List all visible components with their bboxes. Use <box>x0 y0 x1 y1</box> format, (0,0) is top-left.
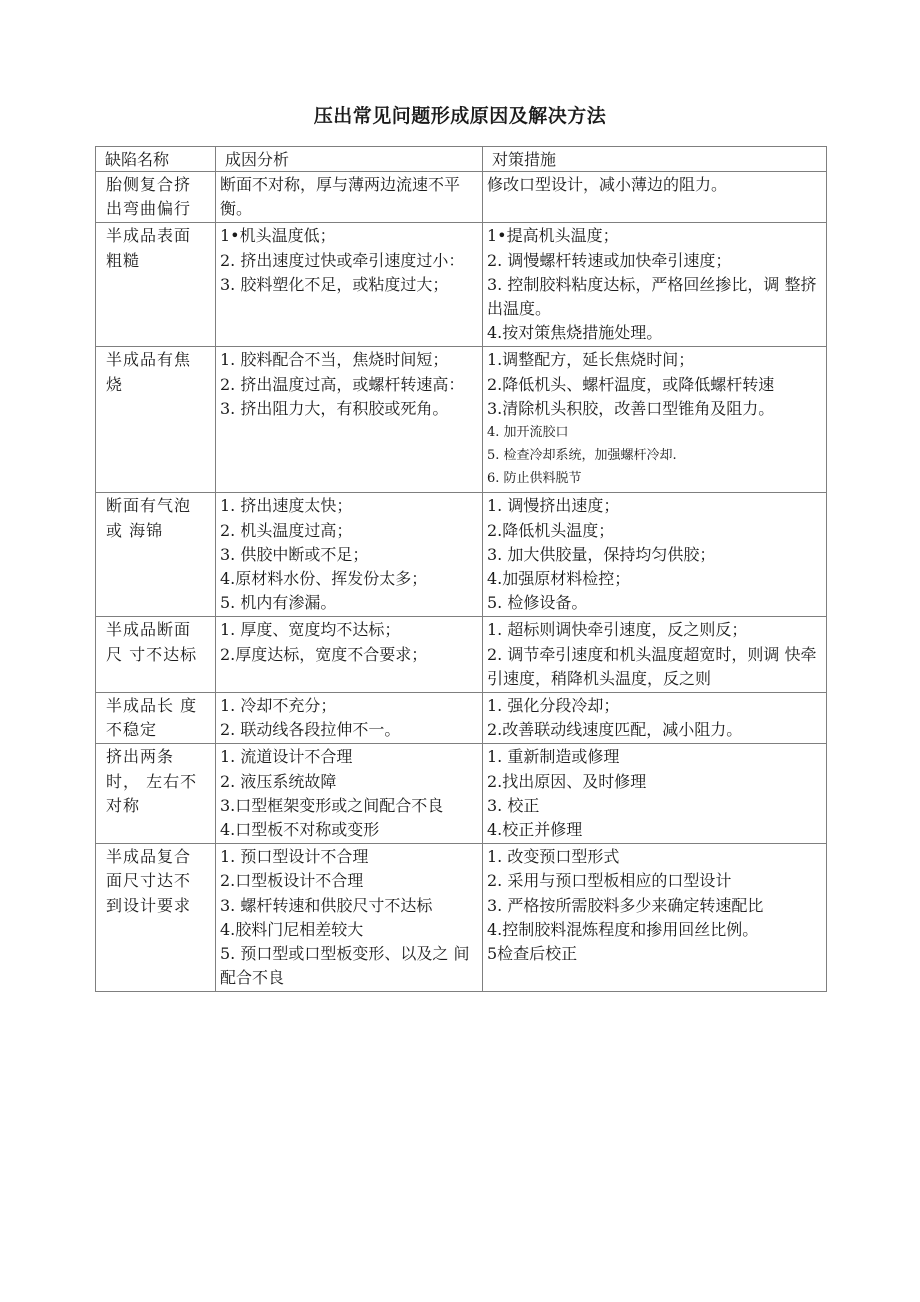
cause-line: 4.口型板不对称或变形 <box>220 820 380 840</box>
measure-cell <box>483 693 827 744</box>
cause-line: 2. 挤出速度过快或牵引速度过小： <box>220 250 465 270</box>
measure-line: 6. 防止供料脱节 <box>487 471 582 487</box>
cause-cell <box>216 172 483 223</box>
cause-line: 1. 流道设计不合理 <box>220 747 353 767</box>
measure-line: 3.清除机头积胶，改善口型锥角及阻力。 <box>487 398 775 418</box>
measure-cell <box>483 844 827 992</box>
cause-line: 3. 胶料塑化不足，或粘度过大； <box>220 274 449 294</box>
measure-line: 1.调整配方，延长焦烧时间； <box>487 350 695 370</box>
cause-line: 1. 预口型设计不合理 <box>220 847 369 867</box>
cause-line: 3. 螺杆转速和供胶尺寸不达标 <box>220 895 433 915</box>
table-row <box>96 617 827 693</box>
cause-line: 5. 预口型或口型板变形、以及之 间配合不良 <box>220 944 470 988</box>
measure-cell <box>483 347 827 493</box>
cause-line: 1. 冷却不充分； <box>220 696 337 716</box>
cause-cell <box>216 347 483 493</box>
cause-line: 4.原材料水份、挥发份太多； <box>220 569 428 589</box>
cause-line: 3. 挤出阻力大，有积胶或死角。 <box>220 398 449 418</box>
cause-line: 1. 胶料配合不当，焦烧时间短； <box>220 350 449 370</box>
cause-line: 2. 挤出温度过高，或螺杆转速高： <box>220 374 465 394</box>
measure-cell <box>483 744 827 844</box>
cause-line: 2. 机头温度过高； <box>220 520 353 540</box>
measure-line: 5. 检修设备。 <box>487 593 588 613</box>
cause-cell <box>216 223 483 347</box>
table-row <box>96 744 827 844</box>
cause-line: 1. 厚度、宽度均不达标； <box>220 620 401 640</box>
cause-line: 4.胶料门尼相差较大 <box>220 919 364 939</box>
measure-line: 1. 调慢挤出速度； <box>487 496 620 516</box>
measure-line: 修改口型设计，减小薄边的阻力。 <box>487 175 728 194</box>
measure-cell <box>483 172 827 223</box>
measure-line: 2. 采用与预口型板相应的口型设计 <box>487 871 732 891</box>
measure-line: 1. 超标则调快牵引速度，反之则反； <box>487 620 748 640</box>
cause-cell <box>216 744 483 844</box>
measure-line: 2. 调慢螺杆转速或加快牵引速度； <box>487 250 732 270</box>
cause-line: 断面不对称，厚与薄两边流速不平衡。 <box>220 175 461 219</box>
header-countermeasures: 对策措施 <box>483 147 827 172</box>
table-row <box>96 172 827 223</box>
header-defect-name: 缺陷名称 <box>96 147 216 172</box>
table-row <box>96 844 827 992</box>
measure-line: 3. 加大供胶量，保持均匀供胶； <box>487 544 716 564</box>
header-cause-analysis: 成因分析 <box>216 147 483 172</box>
cause-line: 3. 供胶中断或不足； <box>220 544 369 564</box>
header-row <box>96 147 827 172</box>
cause-cell <box>216 844 483 992</box>
defect-name-cell: 胎侧复合挤出弯曲偏行 <box>96 172 216 223</box>
document-title: 压出常见问题形成原因及解决方法 <box>313 105 607 127</box>
defect-name-cell: 半成品长 度不稳定 <box>96 693 216 744</box>
measure-line: 1. 改变预口型形式 <box>487 847 620 867</box>
measure-line: 2.降低机头温度； <box>487 520 615 540</box>
cause-line: 2.口型板设计不合理 <box>220 871 364 891</box>
measure-line: 1. 强化分段冷却； <box>487 696 620 716</box>
measure-line: 5. 检查冷却系统，加强螺杆冷却. <box>487 448 677 464</box>
defect-name-cell: 半成品断面尺 寸不达标 <box>96 617 216 693</box>
table-row <box>96 223 827 347</box>
measure-cell <box>483 223 827 347</box>
cause-cell <box>216 493 483 617</box>
defect-name-cell: 半成品复合面尺寸达不到设计要求 <box>96 844 216 992</box>
cause-line: 2.厚度达标，宽度不合要求； <box>220 644 428 664</box>
table-row <box>96 693 827 744</box>
cause-line: 1•机头温度低； <box>220 226 336 246</box>
table-row <box>96 493 827 617</box>
measure-line: 3. 校正 <box>487 795 540 815</box>
cause-cell <box>216 617 483 693</box>
defects-table <box>95 146 827 992</box>
measure-cell <box>483 617 827 693</box>
defect-name-cell: 挤出两条时， 左右不对称 <box>96 744 216 844</box>
cause-line: 1. 挤出速度太快； <box>220 496 353 516</box>
defect-name-cell: 半成品表面粗糙 <box>96 223 216 347</box>
measure-line: 2.找出原因、及时修理 <box>487 771 647 791</box>
defect-name-cell: 断面有气泡或 海锦 <box>96 493 216 617</box>
measure-line: 3. 严格按所需胶料多少来确定转速配比 <box>487 895 764 915</box>
measure-line: 1•提高机头温度； <box>487 226 619 246</box>
measure-line: 4. 加开流胶口 <box>487 425 569 441</box>
defect-name-cell: 半成品有焦烧 <box>96 347 216 493</box>
cause-line: 3.口型框架变形或之间配合不良 <box>220 795 444 815</box>
measure-line: 4.校正并修理 <box>487 820 583 840</box>
measure-line: 3. 控制胶料粘度达标，严格回丝掺比，调 整挤出温度。 <box>487 274 817 319</box>
table-row <box>96 347 827 493</box>
measure-line: 4.加强原材料检控； <box>487 569 631 589</box>
measure-cell <box>483 493 827 617</box>
cause-line: 2. 液压系统故障 <box>220 771 337 791</box>
measure-line: 2. 调节牵引速度和机头温度超宽时，则调 快牵引速度，稍降机头温度，反之则 <box>487 644 817 688</box>
measure-line: 5检查后校正 <box>487 944 578 964</box>
cause-cell <box>216 693 483 744</box>
measure-line: 2.改善联动线速度匹配，减小阻力。 <box>487 720 743 740</box>
cause-line: 5. 机内有渗漏。 <box>220 593 337 613</box>
cause-line: 2. 联动线各段拉伸不一。 <box>220 720 401 740</box>
measure-line: 4.控制胶料混炼程度和掺用回丝比例。 <box>487 919 759 939</box>
measure-line: 4.按对策焦烧措施处理。 <box>487 323 663 343</box>
measure-line: 2.降低机头、螺杆温度，或降低螺杆转速 <box>487 374 775 394</box>
measure-line: 1. 重新制造或修理 <box>487 747 620 767</box>
